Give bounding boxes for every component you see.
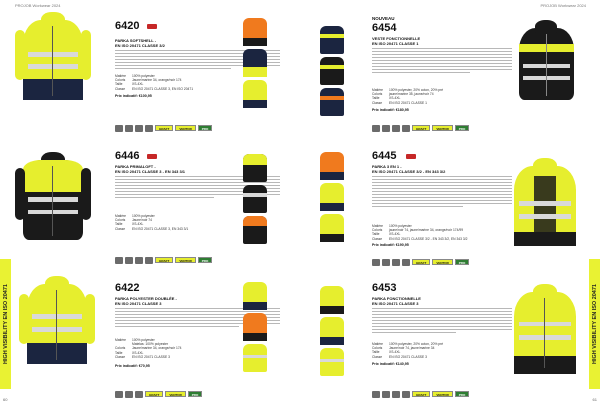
product-number: 6445 [372, 150, 397, 162]
colour-variants [243, 154, 271, 247]
product-price: Prix indicatif: €70,95 [115, 364, 150, 368]
product-title: PARKA SOFTSHELL - EN ISO 20471 CLASSE 3/2 [115, 38, 165, 48]
ventor-badge: VENTOR [432, 259, 452, 265]
new-tag [406, 154, 416, 159]
jacket-image [514, 292, 576, 374]
product-6420 [15, 12, 280, 138]
product-title: VESTE FONCTIONNELLE EN ISO 20471 CLASSE 1 [372, 36, 421, 46]
product-price: Prix indicatif: €180,95 [372, 108, 409, 112]
product-specs: Matière 100% polyester Coloris Jaune/noir 74 Taille XS-4XL Classe EN ISO 20471 CLASSE 3, EN 343 3/1 [115, 214, 189, 231]
product-price: Prix indicatif: €190,95 [372, 243, 409, 247]
pro-badge: PRO [198, 257, 213, 263]
product-6454 [314, 12, 579, 138]
category-sidebar [589, 259, 600, 389]
product-title: PARKA 3 EN 1 - EN ISO 20471 CLASSE 3/2 - EN 343 3/2 [372, 164, 446, 174]
jacket-image [519, 28, 574, 100]
product-description [372, 176, 512, 209]
feature-icons [115, 390, 202, 398]
jacket-image [23, 20, 83, 100]
product-number: 6446 [115, 150, 140, 162]
page-number: 60 [3, 397, 8, 402]
page-header: PROJOB Workwear 2024 [15, 3, 61, 8]
product-specs: Matière 100% polyester Matelas: 100% polyester Coloris Jaune/marine 34, orange/noir 174 Taille XS-4XL Classe EN ISO 20471 CLASSE 3 [115, 338, 182, 359]
category-sidebar [0, 259, 11, 389]
graft-badge: GRAFT [155, 257, 173, 263]
pro-badge: PRO [455, 259, 470, 265]
feature-icons [115, 124, 212, 132]
right-page [300, 0, 600, 407]
product-price: Prix indicatif: €100,95 [115, 94, 152, 98]
graft-badge: GRAFT [412, 125, 430, 131]
feature-icons [372, 258, 469, 266]
colour-variants [243, 18, 271, 111]
ventor-badge: VENTOR [175, 125, 195, 131]
new-label: NOUVEAU [372, 16, 395, 21]
ventor-badge: VENTOR [165, 391, 185, 397]
jacket-image [23, 160, 83, 240]
product-specs: Matière 100% polyester, 20% coton, 20% pré Coloris Jaune/noir 74, jaune/marine 34 Taille XS-4XL Classe EN ISO 20471 CLASSE 3 [372, 342, 444, 359]
pro-badge: PRO [198, 125, 213, 131]
product-number: 6422 [115, 282, 140, 294]
product-number: 6454 [372, 22, 397, 34]
graft-badge: GRAFT [155, 125, 173, 131]
category-label: HIGH VISIBILITY EN ISO 20471 [591, 284, 598, 364]
feature-icons [372, 124, 469, 132]
page-number: 61 [592, 397, 597, 402]
colour-variants [320, 286, 348, 379]
jacket-image [27, 284, 87, 364]
product-6453 [314, 278, 579, 404]
page-header: PROJOB Workwear 2024 [540, 3, 586, 8]
product-number: 6420 [115, 20, 140, 32]
product-number: 6453 [372, 282, 397, 294]
graft-badge: GRAFT [412, 259, 430, 265]
pro-badge: PRO [188, 391, 203, 397]
product-description [372, 48, 512, 75]
colour-variants [243, 282, 271, 375]
graft-badge: GRAFT [412, 391, 430, 397]
product-specs: Matière 100% polyester Coloris jaune/noir 74, jaune/marine 34, orange/noir 174/99 Taille XS-4XL Classe EN ISO 20471 CLASSE 3/2 - EN 343 3/2, EN 343 3/2 [372, 224, 468, 241]
pro-badge: PRO [455, 391, 470, 397]
product-title: PARKA FONCTIONNELLE EN ISO 20471 CLASSE 3 [372, 296, 421, 306]
product-description [372, 308, 512, 335]
product-title: PARKA POLYESTER DOUBLÉE - EN ISO 20471 CLASSE 3 [115, 296, 177, 306]
pro-badge: PRO [455, 125, 470, 131]
category-label: HIGH VISIBILITY EN ISO 20471 [2, 284, 9, 364]
ventor-badge: VENTOR [175, 257, 195, 263]
product-title: PARKA PRIMALOFT - EN ISO 20471 CLASSE 3 - EN 343 3/1 [115, 164, 186, 174]
ventor-badge: VENTOR [432, 391, 452, 397]
product-6445 [314, 146, 579, 272]
graft-badge: GRAFT [145, 391, 163, 397]
ventor-badge: VENTOR [432, 125, 452, 131]
new-tag [147, 24, 157, 29]
colour-variants [320, 26, 348, 119]
product-6422 [15, 278, 280, 404]
colour-variants [320, 152, 348, 245]
new-tag [147, 154, 157, 159]
feature-icons [115, 256, 212, 264]
product-specs: Matière 100% polyester Coloris Jaune/marine 34, orange/noir 174 Taille XS-4XL Classe EN ISO 20471 CLASSE 3, EN ISO 20471 [115, 74, 194, 91]
feature-icons [372, 390, 469, 398]
product-specs: Matière 100% polyester, 20% coton, 20% pré Coloris jaune/marine 35, jaune/noir 74 Taille XS-4XL Classe EN ISO 20471 CLASSE 1 [372, 88, 444, 105]
product-6446 [15, 146, 280, 272]
product-price: Prix indicatif: €140,95 [372, 362, 409, 366]
jacket-image [514, 166, 576, 246]
